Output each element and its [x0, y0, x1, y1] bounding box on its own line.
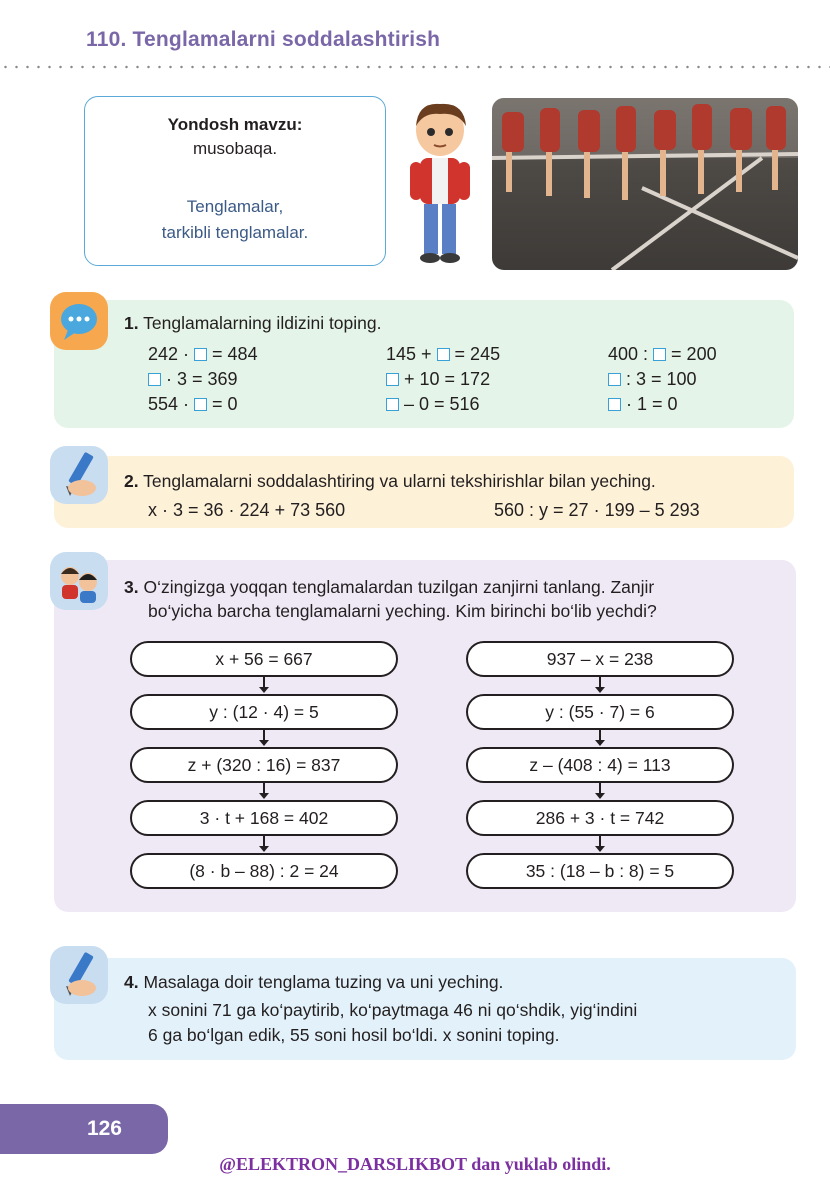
related-topic-box: [84, 96, 386, 266]
equation: 554 · = 0: [148, 394, 238, 414]
down-arrow-icon: [599, 783, 601, 797]
down-arrow-icon: [263, 836, 265, 850]
blank-box[interactable]: [608, 373, 621, 386]
exercise-1-column-2: [386, 342, 500, 417]
exercise-4-header: [124, 970, 503, 994]
blank-box[interactable]: [194, 348, 207, 361]
equation: · 3 = 369: [148, 367, 258, 392]
exercise-4-line-3: 6 ga bo‘lgan edik, 55 soni hosil bo‘ldi. x sonini toping.: [148, 1025, 560, 1045]
children-icon: [50, 552, 108, 610]
chain-left-2: y : (12 · 4) = 5: [130, 694, 398, 730]
topic-heading: Yondosh mavzu:: [167, 115, 303, 134]
equation: 400 : = 200: [608, 344, 717, 364]
download-footer: @ELEKTRON_DARSLIKBOT dan yuklab olindi.: [219, 1154, 611, 1174]
equation: · 1 = 0: [608, 392, 717, 417]
topic-line-1: Tenglamalar,: [186, 197, 284, 216]
chain-right-3: z – (408 : 4) = 113: [466, 747, 734, 783]
chain-right-5: 35 : (18 – b : 8) = 5: [466, 853, 734, 889]
topic-subject: musobaqa.: [192, 139, 278, 158]
equation: 145 + = 245: [386, 344, 501, 364]
dotted-divider: [0, 62, 830, 72]
exercise-1-column-1: [148, 342, 258, 417]
exercise-3-header: [124, 575, 654, 599]
boy-illustration: [404, 100, 476, 266]
page-number: 126: [0, 1104, 168, 1154]
chat-bubble-icon: [50, 292, 108, 350]
exercise-4-line-2: x sonini 71 ga ko‘paytirib, ko‘paytmaga 46 ni qo‘shdik, yig‘indini: [148, 1000, 638, 1020]
pencil-hand-icon: [50, 946, 108, 1004]
blank-box[interactable]: [386, 373, 399, 386]
chain-right-4: 286 + 3 · t = 742: [466, 800, 734, 836]
exercise-1-header: [124, 311, 382, 335]
exercise-1-number: 1.: [124, 313, 139, 333]
exercise-1-text: Tenglamalarning ildizini toping.: [143, 313, 382, 333]
chain-right-2: y : (55 · 7) = 6: [466, 694, 734, 730]
down-arrow-icon: [263, 783, 265, 797]
exercise-2-text: Tenglamalarni soddalashtiring va ularni tekshirishlar bilan yeching.: [143, 471, 656, 491]
pencil-hand-icon: [50, 446, 108, 504]
blank-box[interactable]: [608, 398, 621, 411]
equation: + 10 = 172: [386, 367, 500, 392]
exercise-4-text: Masalaga doir tenglama tuzing va uni yeching.: [143, 972, 504, 992]
exercise-1-column-3: [608, 342, 717, 417]
equation: 242 · = 484: [148, 344, 258, 364]
exercise-2-equation-left: x · 3 = 36 · 224 + 73 560: [148, 500, 346, 520]
down-arrow-icon: [599, 677, 601, 691]
chain-left-5: (8 · b – 88) : 2 = 24: [130, 853, 398, 889]
lesson-title: 110. Tenglamalarni soddalashtirish: [86, 28, 441, 51]
exercise-4-number: 4.: [124, 972, 139, 992]
chain-left-1: x + 56 = 667: [130, 641, 398, 677]
down-arrow-icon: [263, 730, 265, 744]
exercise-3-number: 3.: [124, 577, 139, 597]
equation: – 0 = 516: [386, 392, 500, 417]
blank-box[interactable]: [437, 348, 450, 361]
down-arrow-icon: [263, 677, 265, 691]
exercise-2-header: [124, 469, 656, 493]
race-start-photo: [492, 98, 798, 270]
chain-left-4: 3 · t + 168 = 402: [130, 800, 398, 836]
chain-left-3: z + (320 : 16) = 837: [130, 747, 398, 783]
chain-right-1: 937 – x = 238: [466, 641, 734, 677]
down-arrow-icon: [599, 730, 601, 744]
blank-box[interactable]: [653, 348, 666, 361]
exercise-2-equation-right: 560 : y = 27 · 199 – 5 293: [494, 500, 700, 520]
topic-line-2: tarkibli tenglamalar.: [161, 223, 309, 242]
exercise-3-line-2: bo‘yicha barcha tenglamalarni yeching. Kim birinchi bo‘lib yechdi?: [148, 601, 657, 621]
blank-box[interactable]: [148, 373, 161, 386]
down-arrow-icon: [599, 836, 601, 850]
exercise-3-line-1: O‘zingizga yoqqan tenglamalardan tuzilgan zanjirni tanlang. Zanjir: [143, 577, 655, 597]
blank-box[interactable]: [386, 398, 399, 411]
blank-box[interactable]: [194, 398, 207, 411]
equation: : 3 = 100: [608, 367, 717, 392]
exercise-2-number: 2.: [124, 471, 139, 491]
